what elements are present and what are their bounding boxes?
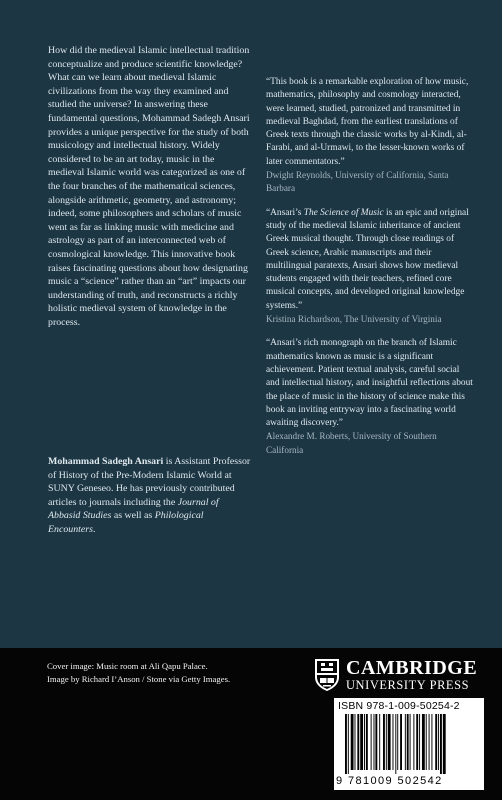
barcode-bar: [443, 714, 446, 774]
author-bio: Mohammad Sadegh Ansari is Assistant Professor of History of the Pre-Modern Islamic World at SUNY Geneseo. He has previously contributed articles to journals including the Journal of Abbasid Studies as well as Philological Encounters.: [48, 456, 251, 535]
endorsement-quote: [266, 207, 474, 327]
quote-text: “This book is a remarkable exploration of how music, mathematics, philosophy and cosmology interacted, were learned, studied, patronized and transmitted in medieval Baghdad, from the earliest translations of Greek texts through the classic works by al-Kindi, al-Farabi, and al-Urmawi, to the lesser-known works of later commentators.”: [266, 77, 469, 167]
publisher-name: CAMBRIDGE: [346, 657, 478, 679]
barcode-bar: [435, 714, 437, 770]
quote-text: “Ansari’s The Science of Music is an epic and original study of the medieval Islamic inheritance of ancient Greek musical thought. Through close readings of Greek science, Arabic manuscripts and their multilingual paratexts, Ansari shows how medieval students engaged with their teachers, refined core musical concepts, and developed original knowledge systems.”: [266, 207, 469, 311]
journal-title: Journal of Abbasid Studies: [48, 496, 219, 522]
author-name: Mohammad Sadegh Ansari: [48, 456, 164, 467]
barcode-bar: [364, 714, 365, 770]
barcode-bar: [429, 714, 430, 770]
barcode-bar: [419, 714, 420, 770]
barcode-bar: [375, 714, 377, 770]
barcode-bar: [383, 714, 385, 770]
barcode-bar: [348, 714, 349, 774]
barcode-bar: [438, 714, 439, 770]
barcode-bar: [405, 714, 406, 770]
quote-attribution: Kristina Richardson, The University of Virginia: [266, 314, 442, 325]
endorsement-quote: [266, 337, 474, 457]
barcode-bar: [388, 714, 391, 770]
barcode-bar: [386, 714, 387, 770]
endorsement-quote: [266, 76, 474, 196]
barcode-bar: [355, 714, 356, 770]
barcode-bar: [379, 714, 380, 770]
barcode-digits: 9 781009 502542: [336, 775, 443, 787]
barcode-bar: [416, 714, 418, 770]
barcode-bar: [345, 714, 347, 774]
quote-text: “Ansari’s rich monograph on the branch of Islamic mathematics known as music is a significant achievement. Patient textual analysis, careful social and intellectual history, and insightful reflections about the place of music in the history of science make this book an inviting entryway into a fascinating world awaiting discovery.”: [266, 338, 473, 429]
barcode-bar: [351, 714, 354, 770]
barcode: [344, 714, 476, 774]
barcode-bar: [397, 714, 398, 770]
barcode-bar: [374, 714, 375, 770]
barcode-bar: [410, 714, 411, 770]
crest-icon: [314, 658, 340, 692]
barcode-bar: [413, 714, 414, 770]
barcode-bar: [400, 714, 402, 770]
barcode-bar: [357, 714, 359, 770]
isbn-label: ISBN 978-1-009-50254-2: [338, 700, 460, 712]
barcode-bar: [407, 714, 409, 770]
isbn-barcode-panel: [334, 698, 484, 790]
credit-line: Cover image: Music room at Ali Qapu Palace.: [47, 661, 208, 671]
footer-band: [0, 648, 502, 800]
barcode-bar: [371, 714, 372, 770]
book-blurb: How did the medieval Islamic intellectual tradition conceptualize and produce scientific knowledge? What can we learn about medieval Islamic civilizations from the way they examined and studied the universe? In answering these fundamental questions, Mohammad Sadegh Ansari provides a unique perspective for the study of both musicology and intellectual history. Widely considered to be an art today, music in the medieval Islamic world was categorized as one of the four branches of the mathematical sciences, alongside arithmetic, geometry, and astronomy; indeed, some philosophers and scholars of music went as far as linking music with medicine and astrology as part of an interconnected web of cosmological knowledge. This innovative book raises fascinating questions about how designating music a “science” rather than an “art” impacts our understanding of truth, and reconstructs a richly holistic medieval system of knowledge in the process.: [48, 45, 250, 328]
barcode-bar: [360, 714, 363, 770]
barcode-bar: [393, 714, 394, 770]
quote-attribution: Alexandre M. Roberts, University of Southern California: [266, 431, 437, 455]
publisher-subtitle: UNIVERSITY PRESS: [346, 678, 470, 692]
credit-line: Image by Richard I’Anson / Stone via Getty Images.: [47, 674, 231, 684]
journal-title: Philological Encounters: [48, 510, 204, 535]
barcode-bar: [422, 714, 425, 770]
barcode-bar: [426, 714, 427, 770]
publisher-logo: [314, 658, 486, 694]
book-title: The Science of Music: [303, 207, 384, 218]
barcode-bar: [366, 714, 368, 770]
image-credits: [47, 660, 257, 686]
barcode-bar: [440, 714, 442, 774]
quote-attribution: Dwight Reynolds, University of California, Santa Barbara: [266, 170, 449, 194]
barcode-bar: [431, 714, 432, 770]
endorsements: [266, 76, 474, 468]
barcode-bar: [395, 714, 396, 774]
